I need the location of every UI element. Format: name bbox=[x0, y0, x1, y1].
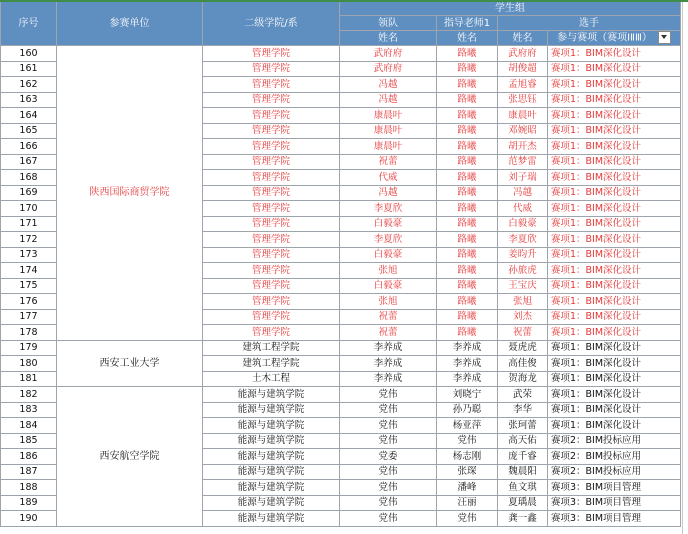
cell-player[interactable]: 王宝庆 bbox=[498, 278, 548, 294]
cell-dept[interactable]: 管理学院 bbox=[203, 201, 340, 217]
cell-leader[interactable]: 康晨叶 bbox=[340, 139, 437, 155]
cell-leader[interactable]: 冯越 bbox=[340, 185, 437, 201]
cell-advisor[interactable]: 杨志刚 bbox=[437, 449, 498, 465]
cell-player[interactable]: 张珂蕾 bbox=[498, 418, 548, 434]
cell-seq[interactable]: 169 bbox=[1, 185, 57, 201]
cell-seq[interactable]: 177 bbox=[1, 309, 57, 325]
cell-advisor[interactable]: 路曦 bbox=[437, 278, 498, 294]
cell-dept[interactable]: 管理学院 bbox=[203, 139, 340, 155]
cell-event[interactable]: 赛项3：BIM项目管理 bbox=[548, 480, 681, 496]
table-row[interactable] bbox=[1, 387, 681, 403]
cell-seq[interactable]: 168 bbox=[1, 170, 57, 186]
cell-dept[interactable]: 管理学院 bbox=[203, 77, 340, 93]
cell-player[interactable]: 贺海龙 bbox=[498, 371, 548, 387]
cell-dept[interactable]: 管理学院 bbox=[203, 108, 340, 124]
cell-dept[interactable]: 管理学院 bbox=[203, 309, 340, 325]
cell-advisor[interactable]: 路曦 bbox=[437, 108, 498, 124]
cell-event[interactable]: 赛项1：BIM深化设计 bbox=[548, 170, 681, 186]
header-advisor[interactable]: 指导老师1 bbox=[437, 16, 498, 31]
cell-event[interactable]: 赛项1：BIM深化设计 bbox=[548, 309, 681, 325]
cell-event[interactable]: 赛项1：BIM深化设计 bbox=[548, 61, 681, 77]
cell-player[interactable]: 武荣 bbox=[498, 387, 548, 403]
table-row[interactable] bbox=[1, 340, 681, 356]
cell-player[interactable]: 高佳俊 bbox=[498, 356, 548, 372]
cell-leader[interactable]: 冯越 bbox=[340, 92, 437, 108]
header-advisor-name[interactable]: 姓名 bbox=[437, 31, 498, 46]
cell-leader[interactable]: 代威 bbox=[340, 170, 437, 186]
cell-event[interactable]: 赛项1：BIM深化设计 bbox=[548, 418, 681, 434]
header-seq[interactable]: 序号 bbox=[1, 1, 57, 46]
cell-leader[interactable]: 武府府 bbox=[340, 46, 437, 62]
header-unit[interactable]: 参赛单位 bbox=[57, 1, 203, 46]
cell-seq[interactable]: 170 bbox=[1, 201, 57, 217]
cell-event[interactable]: 赛项1：BIM深化设计 bbox=[548, 154, 681, 170]
cell-leader[interactable]: 党伟 bbox=[340, 464, 437, 480]
cell-leader[interactable]: 党伟 bbox=[340, 495, 437, 511]
cell-player[interactable]: 李夏欣 bbox=[498, 232, 548, 248]
cell-event[interactable]: 赛项1：BIM深化设计 bbox=[548, 387, 681, 403]
cell-event[interactable]: 赛项1：BIM深化设计 bbox=[548, 340, 681, 356]
cell-player[interactable]: 李华 bbox=[498, 402, 548, 418]
cell-seq[interactable]: 179 bbox=[1, 340, 57, 356]
cell-player[interactable]: 魏晨阳 bbox=[498, 464, 548, 480]
cell-event[interactable]: 赛项1：BIM深化设计 bbox=[548, 294, 681, 310]
cell-player[interactable]: 冯越 bbox=[498, 185, 548, 201]
cell-event[interactable]: 赛项1：BIM深化设计 bbox=[548, 356, 681, 372]
cell-leader[interactable]: 祝蕾 bbox=[340, 154, 437, 170]
header-leader-name[interactable]: 姓名 bbox=[340, 31, 437, 46]
cell-player[interactable]: 姜昀升 bbox=[498, 247, 548, 263]
cell-dept[interactable]: 管理学院 bbox=[203, 170, 340, 186]
header-player[interactable]: 选手 bbox=[498, 16, 681, 31]
cell-advisor[interactable]: 李养成 bbox=[437, 340, 498, 356]
cell-player[interactable]: 张旭 bbox=[498, 294, 548, 310]
cell-seq[interactable]: 161 bbox=[1, 61, 57, 77]
cell-advisor[interactable]: 路曦 bbox=[437, 309, 498, 325]
cell-leader[interactable]: 李养成 bbox=[340, 371, 437, 387]
cell-leader[interactable]: 张旭 bbox=[340, 263, 437, 279]
cell-seq[interactable]: 166 bbox=[1, 139, 57, 155]
cell-dept[interactable]: 能源与建筑学院 bbox=[203, 418, 340, 434]
cell-player[interactable]: 高天佑 bbox=[498, 433, 548, 449]
cell-advisor[interactable]: 路曦 bbox=[437, 201, 498, 217]
cell-player[interactable]: 胡俊超 bbox=[498, 61, 548, 77]
cell-advisor[interactable]: 路曦 bbox=[437, 185, 498, 201]
cell-event[interactable]: 赛项1：BIM深化设计 bbox=[548, 402, 681, 418]
cell-dept[interactable]: 管理学院 bbox=[203, 263, 340, 279]
cell-event[interactable]: 赛项1：BIM深化设计 bbox=[548, 371, 681, 387]
cell-leader[interactable]: 李养成 bbox=[340, 340, 437, 356]
cell-player[interactable]: 胡开杰 bbox=[498, 139, 548, 155]
cell-event[interactable]: 赛项1：BIM深化设计 bbox=[548, 201, 681, 217]
cell-unit[interactable]: 西安工业大学 bbox=[57, 340, 203, 387]
cell-event[interactable]: 赛项3：BIM项目管理 bbox=[548, 511, 681, 527]
cell-dept[interactable]: 能源与建筑学院 bbox=[203, 449, 340, 465]
table-row[interactable] bbox=[1, 46, 681, 62]
cell-player[interactable]: 孟旭睿 bbox=[498, 77, 548, 93]
cell-dept[interactable]: 能源与建筑学院 bbox=[203, 387, 340, 403]
cell-seq[interactable]: 185 bbox=[1, 433, 57, 449]
cell-dept[interactable]: 管理学院 bbox=[203, 294, 340, 310]
cell-event[interactable]: 赛项1：BIM深化设计 bbox=[548, 232, 681, 248]
header-event-label: 参与赛项（赛项ⅠⅡⅢ） bbox=[557, 32, 652, 44]
cell-advisor[interactable]: 刘晓宁 bbox=[437, 387, 498, 403]
cell-leader[interactable]: 党委 bbox=[340, 449, 437, 465]
cell-advisor[interactable]: 路曦 bbox=[437, 247, 498, 263]
cell-dept[interactable]: 能源与建筑学院 bbox=[203, 402, 340, 418]
cell-dept[interactable]: 管理学院 bbox=[203, 154, 340, 170]
cell-player[interactable]: 刘子瑞 bbox=[498, 170, 548, 186]
cell-dept[interactable]: 管理学院 bbox=[203, 278, 340, 294]
cell-leader[interactable]: 祝蕾 bbox=[340, 325, 437, 341]
cell-seq[interactable]: 190 bbox=[1, 511, 57, 527]
cell-player[interactable]: 龚一鑫 bbox=[498, 511, 548, 527]
cell-leader[interactable]: 党伟 bbox=[340, 480, 437, 496]
cell-seq[interactable]: 178 bbox=[1, 325, 57, 341]
cell-advisor[interactable]: 杨亚萍 bbox=[437, 418, 498, 434]
cell-seq[interactable]: 189 bbox=[1, 495, 57, 511]
cell-seq[interactable]: 162 bbox=[1, 77, 57, 93]
cell-leader[interactable]: 冯越 bbox=[340, 77, 437, 93]
cell-event[interactable]: 赛项2：BIM投标应用 bbox=[548, 433, 681, 449]
header-student-group[interactable]: 学生组 bbox=[340, 1, 681, 16]
cell-dept[interactable]: 管理学院 bbox=[203, 123, 340, 139]
header-event[interactable] bbox=[548, 31, 681, 46]
cell-player[interactable]: 刘杰 bbox=[498, 309, 548, 325]
cell-event[interactable]: 赛项2：BIM投标应用 bbox=[548, 464, 681, 480]
cell-seq[interactable]: 183 bbox=[1, 402, 57, 418]
cell-leader[interactable]: 党伟 bbox=[340, 387, 437, 403]
cell-advisor[interactable]: 路曦 bbox=[437, 232, 498, 248]
cell-dept[interactable]: 能源与建筑学院 bbox=[203, 480, 340, 496]
cell-leader[interactable]: 党伟 bbox=[340, 433, 437, 449]
cell-dept[interactable]: 管理学院 bbox=[203, 92, 340, 108]
cell-seq[interactable]: 186 bbox=[1, 449, 57, 465]
cell-event[interactable]: 赛项1：BIM深化设计 bbox=[548, 139, 681, 155]
cell-event[interactable]: 赛项1：BIM深化设计 bbox=[548, 123, 681, 139]
cell-leader[interactable]: 康晨叶 bbox=[340, 123, 437, 139]
cell-seq[interactable]: 184 bbox=[1, 418, 57, 434]
cell-seq[interactable]: 176 bbox=[1, 294, 57, 310]
cell-player[interactable]: 康晨叶 bbox=[498, 108, 548, 124]
cell-unit[interactable]: 陕西国际商贸学院 bbox=[57, 46, 203, 341]
cell-dept[interactable]: 管理学院 bbox=[203, 216, 340, 232]
cell-seq[interactable]: 175 bbox=[1, 278, 57, 294]
cell-advisor[interactable]: 路曦 bbox=[437, 263, 498, 279]
cell-leader[interactable]: 党伟 bbox=[340, 511, 437, 527]
header-dept[interactable]: 二级学院/系 bbox=[203, 1, 340, 46]
cell-leader[interactable]: 党伟 bbox=[340, 418, 437, 434]
cell-advisor[interactable]: 路曦 bbox=[437, 139, 498, 155]
cell-seq[interactable]: 160 bbox=[1, 46, 57, 62]
cell-seq[interactable]: 174 bbox=[1, 263, 57, 279]
cell-player[interactable]: 白毅豪 bbox=[498, 216, 548, 232]
cell-advisor[interactable]: 孙乃聪 bbox=[437, 402, 498, 418]
cell-dept[interactable]: 能源与建筑学院 bbox=[203, 433, 340, 449]
cell-advisor[interactable]: 路曦 bbox=[437, 294, 498, 310]
cell-advisor[interactable]: 路曦 bbox=[437, 46, 498, 62]
cell-advisor[interactable]: 党伟 bbox=[437, 433, 498, 449]
cell-advisor[interactable]: 路曦 bbox=[437, 77, 498, 93]
cell-leader[interactable]: 武府府 bbox=[340, 61, 437, 77]
cell-dept[interactable]: 管理学院 bbox=[203, 61, 340, 77]
cell-leader[interactable]: 白毅豪 bbox=[340, 247, 437, 263]
cell-dept[interactable]: 土木工程 bbox=[203, 371, 340, 387]
cell-event[interactable]: 赛项1：BIM深化设计 bbox=[548, 108, 681, 124]
cell-seq[interactable]: 163 bbox=[1, 92, 57, 108]
header-leader[interactable]: 领队 bbox=[340, 16, 437, 31]
cell-leader[interactable]: 康晨叶 bbox=[340, 108, 437, 124]
cell-dept[interactable]: 管理学院 bbox=[203, 325, 340, 341]
cell-event[interactable]: 赛项1：BIM深化设计 bbox=[548, 247, 681, 263]
cell-advisor[interactable]: 张琛 bbox=[437, 464, 498, 480]
cell-dept[interactable]: 管理学院 bbox=[203, 232, 340, 248]
cell-player[interactable]: 武府府 bbox=[498, 46, 548, 62]
cell-advisor[interactable]: 潘峰 bbox=[437, 480, 498, 496]
cell-leader[interactable]: 祝蕾 bbox=[340, 309, 437, 325]
cell-leader[interactable]: 李夏欣 bbox=[340, 201, 437, 217]
cell-seq[interactable]: 167 bbox=[1, 154, 57, 170]
cell-dept[interactable]: 管理学院 bbox=[203, 185, 340, 201]
cell-advisor[interactable]: 汪丽 bbox=[437, 495, 498, 511]
cell-seq[interactable]: 181 bbox=[1, 371, 57, 387]
cell-advisor[interactable]: 党伟 bbox=[437, 511, 498, 527]
cell-seq[interactable]: 180 bbox=[1, 356, 57, 372]
cell-event[interactable]: 赛项1：BIM深化设计 bbox=[548, 46, 681, 62]
cell-leader[interactable]: 李养成 bbox=[340, 356, 437, 372]
cell-seq[interactable]: 171 bbox=[1, 216, 57, 232]
cell-event[interactable]: 赛项1：BIM深化设计 bbox=[548, 278, 681, 294]
cell-leader[interactable]: 白毅豪 bbox=[340, 278, 437, 294]
cell-leader[interactable]: 李夏欣 bbox=[340, 232, 437, 248]
cell-event[interactable]: 赛项3：BIM项目管理 bbox=[548, 495, 681, 511]
cell-dept[interactable]: 能源与建筑学院 bbox=[203, 495, 340, 511]
filter-dropdown-icon[interactable] bbox=[658, 31, 671, 44]
cell-advisor[interactable]: 路曦 bbox=[437, 216, 498, 232]
cell-seq[interactable]: 187 bbox=[1, 464, 57, 480]
cell-dept[interactable]: 管理学院 bbox=[203, 247, 340, 263]
cell-event[interactable]: 赛项1：BIM深化设计 bbox=[548, 263, 681, 279]
cell-seq[interactable]: 165 bbox=[1, 123, 57, 139]
cell-advisor[interactable]: 路曦 bbox=[437, 170, 498, 186]
cell-advisor[interactable]: 李养成 bbox=[437, 356, 498, 372]
cell-dept[interactable]: 能源与建筑学院 bbox=[203, 464, 340, 480]
sheet-edge bbox=[682, 0, 688, 534]
cell-player[interactable]: 鱼文琪 bbox=[498, 480, 548, 496]
cell-advisor[interactable]: 路曦 bbox=[437, 92, 498, 108]
cell-unit[interactable]: 西安航空学院 bbox=[57, 387, 203, 527]
cell-player[interactable]: 张思钰 bbox=[498, 92, 548, 108]
cell-advisor[interactable]: 路曦 bbox=[437, 325, 498, 341]
cell-dept[interactable]: 建筑工程学院 bbox=[203, 356, 340, 372]
cell-seq[interactable]: 172 bbox=[1, 232, 57, 248]
cell-event[interactable]: 赛项1：BIM深化设计 bbox=[548, 77, 681, 93]
cell-event[interactable]: 赛项1：BIM深化设计 bbox=[548, 92, 681, 108]
cell-player[interactable]: 范梦雷 bbox=[498, 154, 548, 170]
cell-leader[interactable]: 张旭 bbox=[340, 294, 437, 310]
cell-player[interactable]: 夏瑀晨 bbox=[498, 495, 548, 511]
cell-player[interactable]: 代威 bbox=[498, 201, 548, 217]
cell-leader[interactable]: 党伟 bbox=[340, 402, 437, 418]
cell-event[interactable]: 赛项1：BIM深化设计 bbox=[548, 325, 681, 341]
cell-advisor[interactable]: 路曦 bbox=[437, 154, 498, 170]
cell-event[interactable]: 赛项1：BIM深化设计 bbox=[548, 185, 681, 201]
cell-event[interactable]: 赛项1：BIM深化设计 bbox=[548, 216, 681, 232]
cell-seq[interactable]: 173 bbox=[1, 247, 57, 263]
cell-player[interactable]: 聂虎虎 bbox=[498, 340, 548, 356]
cell-dept[interactable]: 管理学院 bbox=[203, 46, 340, 62]
cell-player[interactable]: 祝蕾 bbox=[498, 325, 548, 341]
cell-advisor[interactable]: 路曦 bbox=[437, 123, 498, 139]
cell-dept[interactable]: 能源与建筑学院 bbox=[203, 511, 340, 527]
header-player-name[interactable]: 姓名 bbox=[498, 31, 548, 46]
cell-leader[interactable]: 白毅豪 bbox=[340, 216, 437, 232]
cell-advisor[interactable]: 路曦 bbox=[437, 61, 498, 77]
cell-seq[interactable]: 182 bbox=[1, 387, 57, 403]
cell-dept[interactable]: 建筑工程学院 bbox=[203, 340, 340, 356]
cell-seq[interactable]: 164 bbox=[1, 108, 57, 124]
cell-seq[interactable]: 188 bbox=[1, 480, 57, 496]
cell-player[interactable]: 邓婉昭 bbox=[498, 123, 548, 139]
cell-player[interactable]: 庞千睿 bbox=[498, 449, 548, 465]
cell-player[interactable]: 孙旅虎 bbox=[498, 263, 548, 279]
cell-advisor[interactable]: 李养成 bbox=[437, 371, 498, 387]
cell-event[interactable]: 赛项2：BIM投标应用 bbox=[548, 449, 681, 465]
active-border bbox=[0, 0, 688, 2]
